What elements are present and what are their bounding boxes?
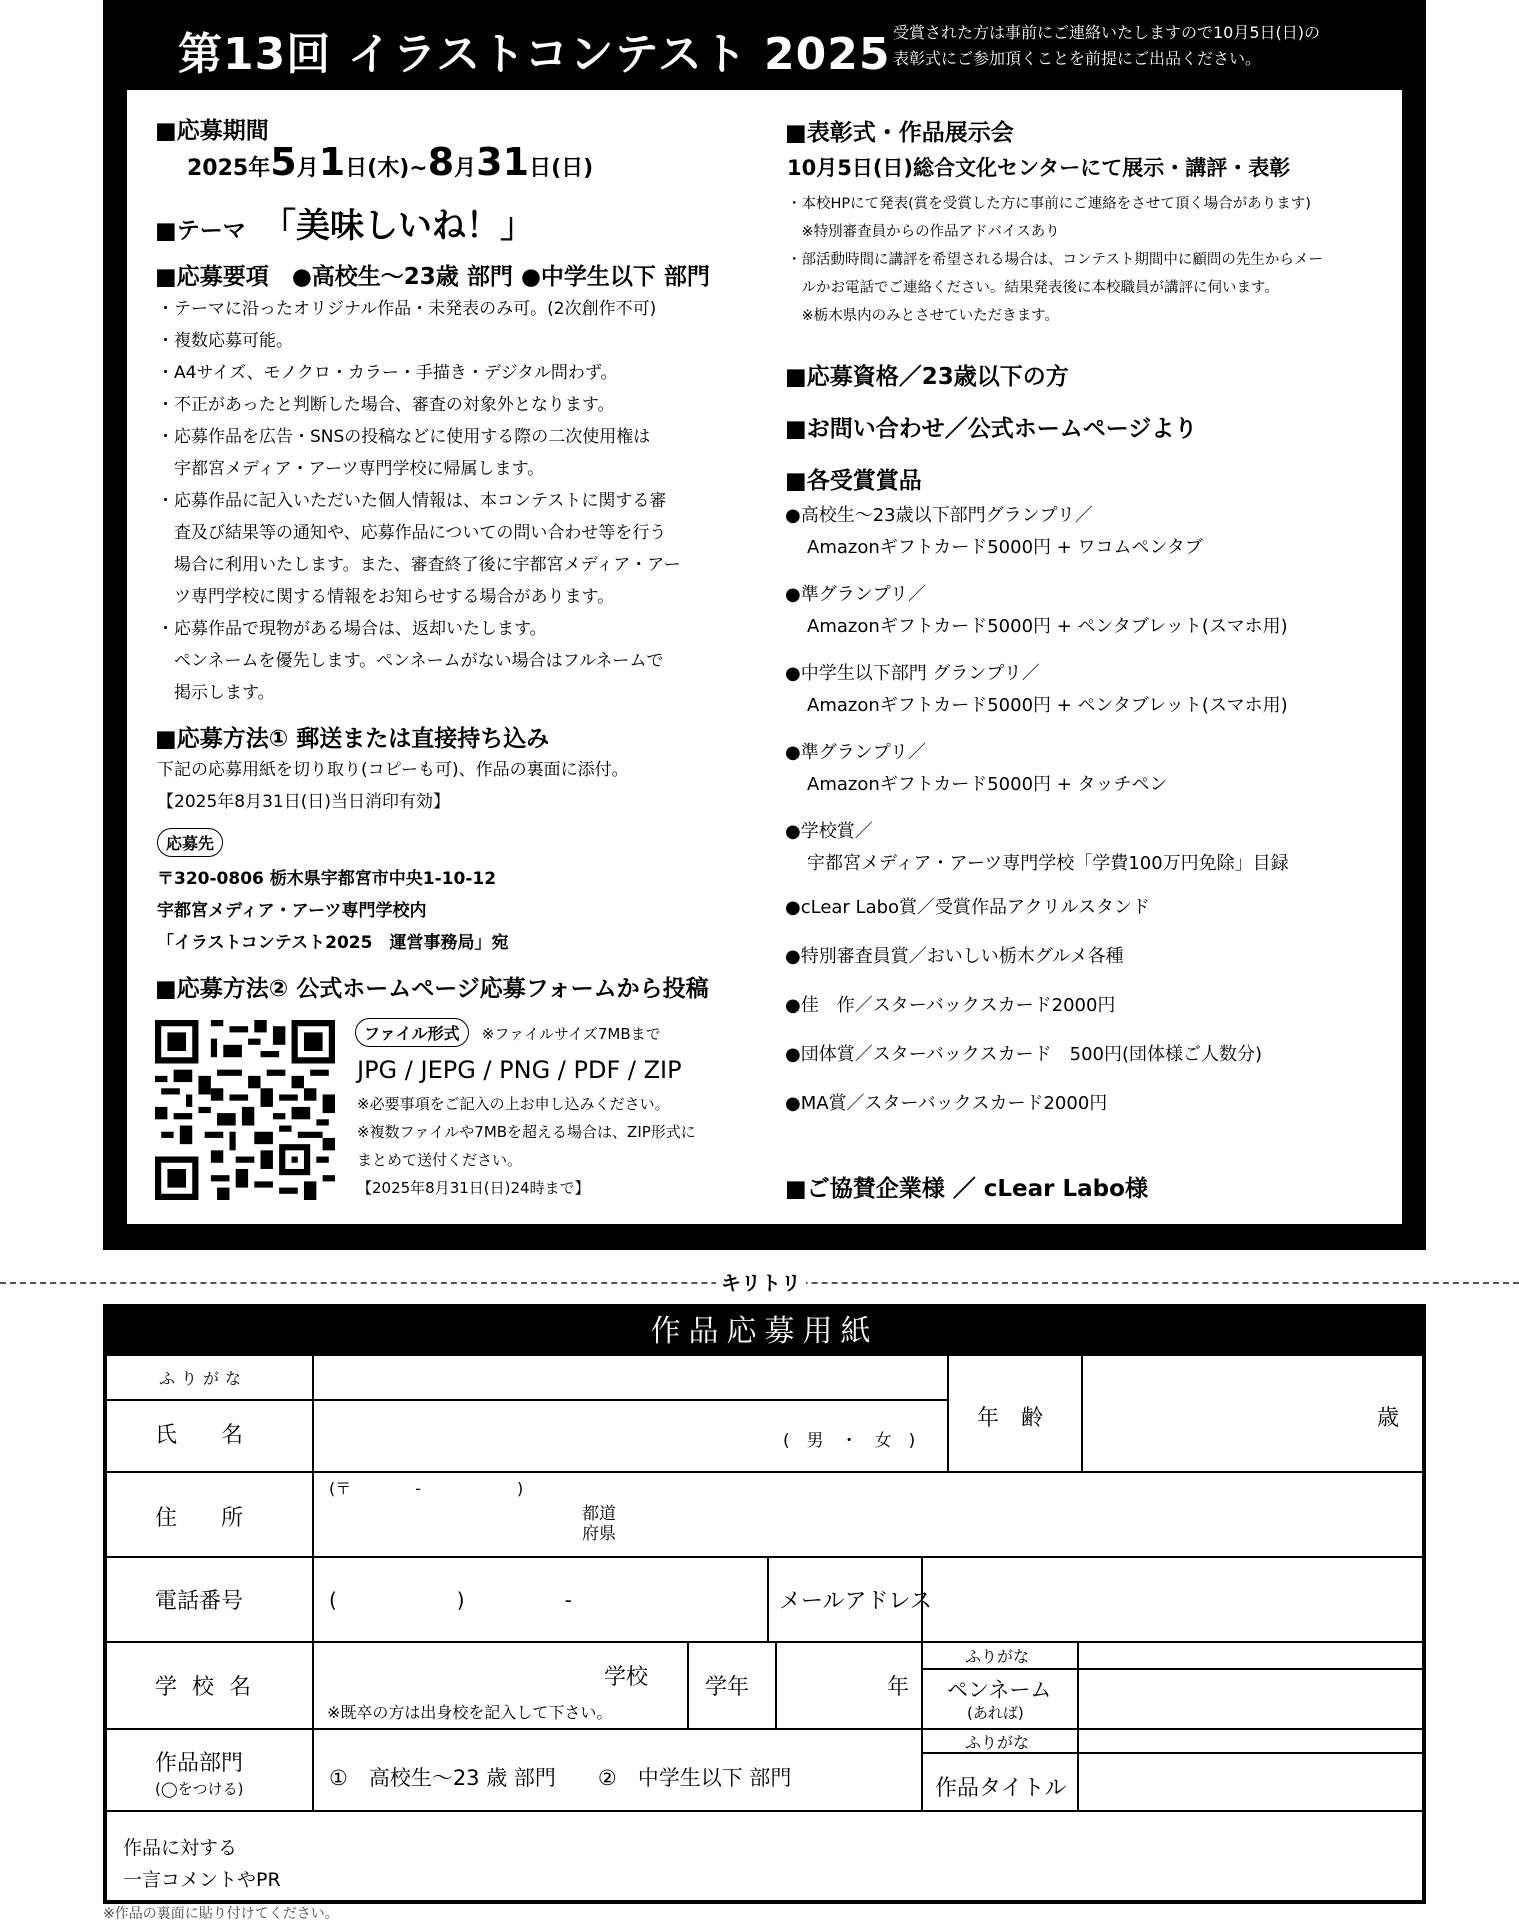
req-line: 宇都宮メディア・アーツ専門学校に帰属します。 xyxy=(157,459,545,479)
prize-title: ●学校賞／ xyxy=(785,821,873,842)
ceremony-note-line: ※栃木県内のみとさせていただきます。 xyxy=(787,308,1059,324)
prize-item xyxy=(785,816,1289,880)
req-line: ・A4サイズ、モノクロ・カラー・手描き・デジタル問わず。 xyxy=(157,363,618,383)
prizes-list xyxy=(785,500,1289,1120)
entry-form xyxy=(103,1304,1426,1904)
address-field[interactable] xyxy=(319,1476,1419,1554)
school-unit: 学校 xyxy=(604,1665,649,1690)
prize-title: ●準グランプリ／ xyxy=(785,584,926,605)
prize-title: ●準グランプリ／ xyxy=(785,742,926,763)
title-furigana-label: ふりがな xyxy=(965,1733,1030,1752)
comment-field[interactable] xyxy=(327,1816,1419,1900)
pen-name-label: ペンネーム xyxy=(947,1678,1052,1702)
age-unit: 歳 xyxy=(1377,1406,1400,1431)
pen-name-field[interactable] xyxy=(1083,1644,1419,1726)
ceremony-note-line: ※特別審査員からの作品アドバイスあり xyxy=(787,224,1060,240)
period-dates xyxy=(187,140,593,184)
theme-heading: ■テーマ xyxy=(155,218,246,244)
postal-field[interactable]: (〒 - ) xyxy=(329,1479,524,1498)
prize-detail: Amazonギフトカード5000円 + ワコムペンタブ xyxy=(807,537,1203,558)
prize-item: ●団体賞／スターバックスカード 500円(団体様ご人数分) xyxy=(785,1044,1263,1065)
prize-item: ●MA賞／スターバックスカード2000円 xyxy=(785,1093,1108,1114)
pref-line: 府県 xyxy=(582,1524,616,1544)
ceremony-note-line: ・本校HPにて発表(賞を受賞した方に事前にご連絡をさせて頂く場合があります) xyxy=(787,196,1311,212)
prize-item: ●cLear Labo賞／受賞作品アクリルスタンド xyxy=(785,897,1150,918)
address-line: 「イラストコンテスト2025 運営事務局」宛 xyxy=(157,933,509,953)
school-label: 学 校 名 xyxy=(155,1675,255,1700)
contact: ■お問い合わせ／公式ホームページより xyxy=(785,416,1198,442)
start-weekday: 日(木)~ xyxy=(345,156,428,181)
eligibility: ■応募資格／23歳以下の方 xyxy=(785,364,1069,390)
req-line: ・応募作品で現物がある場合は、返却いたします。 xyxy=(157,619,547,639)
prize-item xyxy=(785,500,1289,564)
prize-item: ●佳 作／スターバックスカード2000円 xyxy=(785,995,1116,1016)
pen-name-note: (あれば) xyxy=(967,1704,1024,1722)
file-size-note: ※ファイルサイズ7MBまで xyxy=(481,1025,661,1043)
req-line: ・複数応募可能。 xyxy=(157,331,293,351)
start-day: 1 xyxy=(318,140,346,184)
ceremony-main: 10月5日(日)総合文化センターにて展示・講評・表彰 xyxy=(787,156,1291,180)
prize-item: ●特別審査員賞／おいしい栃木グルメ各種 xyxy=(785,946,1124,967)
prize-detail: Amazonギフトカード5000円 + ペンタブレット(スマホ用) xyxy=(807,616,1288,637)
category-options[interactable]: ① 高校生～23 歳 部門 ② 中学生以下 部門 xyxy=(329,1766,792,1790)
furigana-label: ふりがな xyxy=(159,1369,248,1388)
start-month: 5 xyxy=(270,140,297,184)
file-note-line: ※複数ファイルや7MBを超える場合は、ZIP形式に xyxy=(357,1123,696,1141)
address-line: 宇都宮メディア・アーツ専門学校内 xyxy=(157,901,427,921)
grade-label: 学年 xyxy=(705,1675,750,1700)
end-month: 8 xyxy=(427,140,455,184)
req-line: ・テーマに沿ったオリジナル作品・未発表のみ可。(2次創作不可) xyxy=(157,299,657,319)
school-note: ※既卒の方は出身校を記入して下さい。 xyxy=(327,1703,613,1722)
prize-detail: Amazonギフトカード5000円 + ペンタブレット(スマホ用) xyxy=(807,695,1288,716)
req-line: ペンネームを優先します。ペンネームがない場合はフルネームで xyxy=(157,651,664,671)
destination-label xyxy=(157,828,223,857)
file-note-line: ※必要事項をご記入の上お申し込みください。 xyxy=(357,1095,670,1113)
comment-label xyxy=(123,1832,281,1896)
requirements-heading: ■応募要項 ●高校生～23歳 部門 ●中学生以下 部門 xyxy=(155,264,710,290)
req-line: 場合に利用いたします。また、審査終了後に宇都宮メディア・アー xyxy=(157,555,681,575)
file-note-line: まとめて送付ください。 xyxy=(357,1151,523,1169)
month-char: 月 xyxy=(296,156,319,181)
prize-detail: 宇都宮メディア・アーツ専門学校「学費100万円免除」目録 xyxy=(807,853,1289,874)
file-notes xyxy=(357,1090,696,1202)
req-line: 掲示します。 xyxy=(157,683,275,703)
phone-label: 電話番号 xyxy=(155,1589,244,1614)
pref-line: 都道 xyxy=(582,1504,616,1524)
prizes-heading: ■各受賞賞品 xyxy=(785,468,922,494)
grade-unit: 年 xyxy=(887,1675,910,1700)
sponsor: ■ご協賛企業様 ／ cLear Labo様 xyxy=(785,1176,1148,1202)
prize-title: ●中学生以下部門 グランプリ／ xyxy=(785,663,1040,684)
cut-label: キリトリ xyxy=(716,1267,806,1296)
school-field[interactable] xyxy=(319,1646,683,1726)
req-line: 査及び結果等の通知や、応募作品についての問い合わせ等を行う xyxy=(157,523,667,543)
header-note-line: 表彰式にご参加頂くことを前提にご出品ください。 xyxy=(893,49,1262,68)
req-line: ツ専門学校に関する情報をお知らせする場合があります。 xyxy=(157,587,615,607)
form-title: 作品応募用紙 xyxy=(107,1308,1422,1356)
end-day: 31 xyxy=(476,140,530,184)
qr-code-icon[interactable] xyxy=(155,1020,335,1200)
age-label: 年 齢 xyxy=(977,1406,1044,1431)
email-label: メールアドレス xyxy=(779,1589,932,1614)
req-line: ・応募作品を広告・SNSの投稿などに使用する際の二次使用権は xyxy=(157,427,651,447)
ceremony-heading: ■表彰式・作品展示会 xyxy=(785,120,1014,146)
month-char: 月 xyxy=(454,156,477,181)
pen-furigana-label: ふりがな xyxy=(965,1647,1030,1666)
work-title-label: 作品タイトル xyxy=(935,1776,1067,1801)
prize-item xyxy=(785,658,1289,722)
footnote: ※作品の裏面に貼り付けてください。 xyxy=(103,1906,339,1920)
file-format-row xyxy=(355,1018,661,1047)
method1-text xyxy=(157,754,629,818)
furigana-field[interactable] xyxy=(319,1358,945,1398)
theme-value: 「美味しいね！」 xyxy=(262,206,534,246)
address-line: 〒320-0806 栃木県宇都宮市中央1-10-12 xyxy=(157,869,497,889)
gender-select[interactable]: ( 男 ・ 女 ) xyxy=(783,1431,916,1451)
category-label: 作品部門 xyxy=(155,1751,244,1776)
method1-heading: ■応募方法① 郵送または直接持ち込み xyxy=(155,726,550,752)
phone-field[interactable]: ( ) - xyxy=(329,1588,572,1612)
prize-detail: Amazonギフトカード5000円 + タッチペン xyxy=(807,774,1168,795)
ceremony-notes xyxy=(787,190,1323,330)
comment-label-line: 作品に対する xyxy=(123,1837,238,1859)
address-label: 住 所 xyxy=(155,1506,244,1531)
ceremony-note-line: ルかお電話でご連絡ください。結果発表後に本校職員が講評に伺います。 xyxy=(787,280,1279,296)
end-weekday: 日(日) xyxy=(529,156,594,181)
destination-pill: 応募先 xyxy=(157,828,223,857)
req-line: ・不正があったと判断した場合、審査の対象外となります。 xyxy=(157,395,615,415)
prize-item xyxy=(785,737,1289,801)
category-note: (◯をつける) xyxy=(155,1780,244,1798)
work-title-field[interactable] xyxy=(1083,1732,1419,1808)
file-note-line: 【2025年8月31日(日)24時まで】 xyxy=(357,1179,590,1197)
header-note xyxy=(893,20,1320,72)
email-field[interactable] xyxy=(927,1560,1419,1638)
prize-item xyxy=(785,579,1289,643)
prize-title: ●高校生～23歳以下部門グランプリ／ xyxy=(785,505,1093,526)
name-label: 氏 名 xyxy=(155,1423,244,1448)
ceremony-note-line: ・部活動時間に講評を希望される場合は、コンテスト期間中に顧問の先生からメー xyxy=(787,252,1323,268)
contest-title: 第13回 イラストコンテスト 2025 xyxy=(178,29,891,80)
comment-label-line: 一言コメントやPR xyxy=(123,1869,281,1891)
period-heading: ■応募期間 xyxy=(155,118,269,144)
destination-address xyxy=(157,863,508,959)
period-year: 2025年 xyxy=(187,156,271,181)
header-note-line: 受賞された方は事前にご連絡いたしますので10月5日(日)の xyxy=(893,23,1321,42)
age-field[interactable] xyxy=(1087,1360,1419,1469)
method1-line: 【2025年8月31日(日)当日消印有効】 xyxy=(157,792,450,812)
method1-line: 下記の応募用紙を切り取り(コピーも可)、作品の裏面に添付。 xyxy=(157,760,629,780)
method2-heading: ■応募方法② 公式ホームページ応募フォームから投稿 xyxy=(155,976,709,1002)
requirements-list xyxy=(157,293,681,709)
name-field[interactable] xyxy=(319,1403,819,1469)
info-frame xyxy=(103,0,1426,1250)
req-line: ・応募作品に記入いただいた個人情報は、本コンテストに関する審 xyxy=(157,491,667,511)
file-types: JPG / JEPG / PNG / PDF / ZIP xyxy=(357,1056,682,1084)
file-format-pill: ファイル形式 xyxy=(355,1018,469,1047)
info-panel xyxy=(127,90,1402,1224)
